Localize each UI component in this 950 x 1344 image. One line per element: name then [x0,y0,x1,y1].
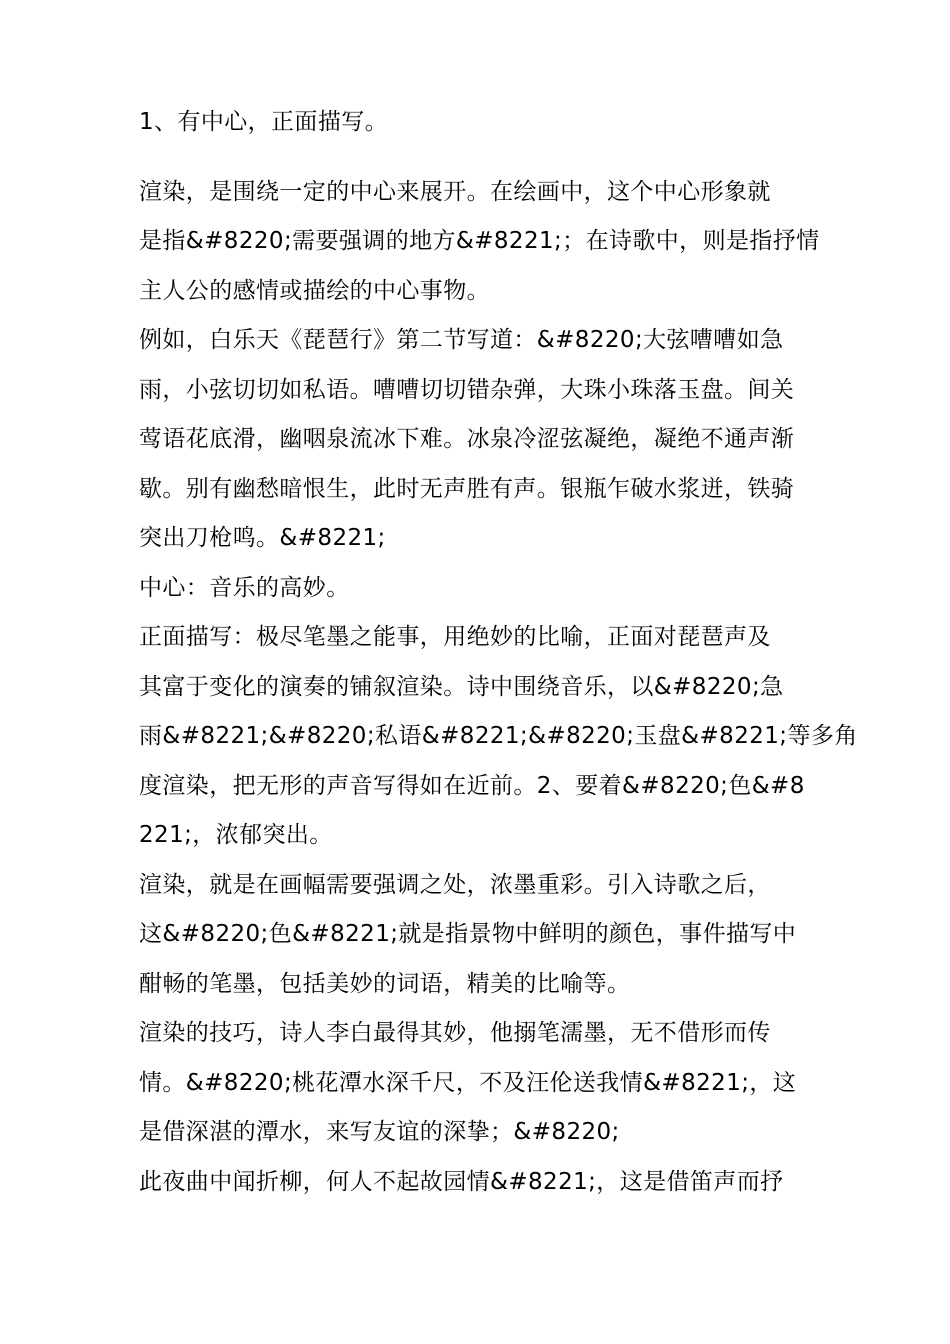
paragraph-gap [139,148,811,168]
heading-line: 1、有中心，正面描写。 [139,109,389,135]
text-line: 221;，浓郁突出。 [139,822,333,848]
text-line: 渲染的技巧，诗人李白最得其妙，他搦笔濡墨，无不借形而传 [139,1020,771,1046]
text-line: 此夜曲中闻折柳，何人不起故园情&#8221;，这是借笛声而抒 [139,1168,784,1195]
text-line: 雨&#8221;&#8220;私语&#8221;&#8220;玉盘&#8221;等多角 [139,723,858,749]
text-line: 这&#8220;色&#8221;就是指景物中鲜明的颜色，事件描写中 [139,921,797,947]
text-line: 情。&#8220;桃花潭水深千尺，不及汪伦送我情&#8221;，这 [139,1069,797,1096]
text-line: 莺语花底滑，幽咽泉流冰下难。冰泉冷涩弦凝绝，凝绝不通声渐 [139,426,795,452]
text-line: 主人公的感情或描绘的中心事物。 [139,277,490,304]
document-body [139,98,858,1207]
text-line: 度渲染，把无形的声音写得如在近前。2、要着&#8220;色&#8 [139,772,805,799]
text-line: 雨，小弦切切如私语。嘈嘈切切错杂弹，大珠小珠落玉盘。间关 [139,376,795,403]
text-line: 酣畅的笔墨，包括美妙的词语，精美的比喻等。 [139,970,631,997]
text-line: 是指&#8220;需要强调的地方&#8221;；在诗歌中，则是指抒情 [139,228,820,254]
text-line: 其富于变化的演奏的铺叙渲染。诗中围绕音乐，以&#8220;急 [139,673,784,700]
text-line: 渲染，是围绕一定的中心来展开。在绘画中，这个中心形象就 [139,178,771,205]
text-line: 渲染，就是在画幅需要强调之处，浓墨重彩。引入诗歌之后， [139,871,771,898]
text-line: 歇。别有幽愁暗恨生，此时无声胜有声。银瓶乍破水浆迸，铁骑 [139,475,795,502]
text-line: 中心：音乐的高妙。 [139,574,350,601]
text-line: 正面描写：极尽笔墨之能事，用绝妙的比喻，正面对琵琶声及 [139,624,771,650]
text-line: 突出刀枪鸣。&#8221; [139,525,386,551]
text-line: 例如，白乐天《琵琶行》第二节写道：&#8220;大弦嘈嘈如急 [139,327,784,353]
text-line: 是借深湛的潭水，来写友谊的深挚；&#8220; [139,1119,620,1145]
